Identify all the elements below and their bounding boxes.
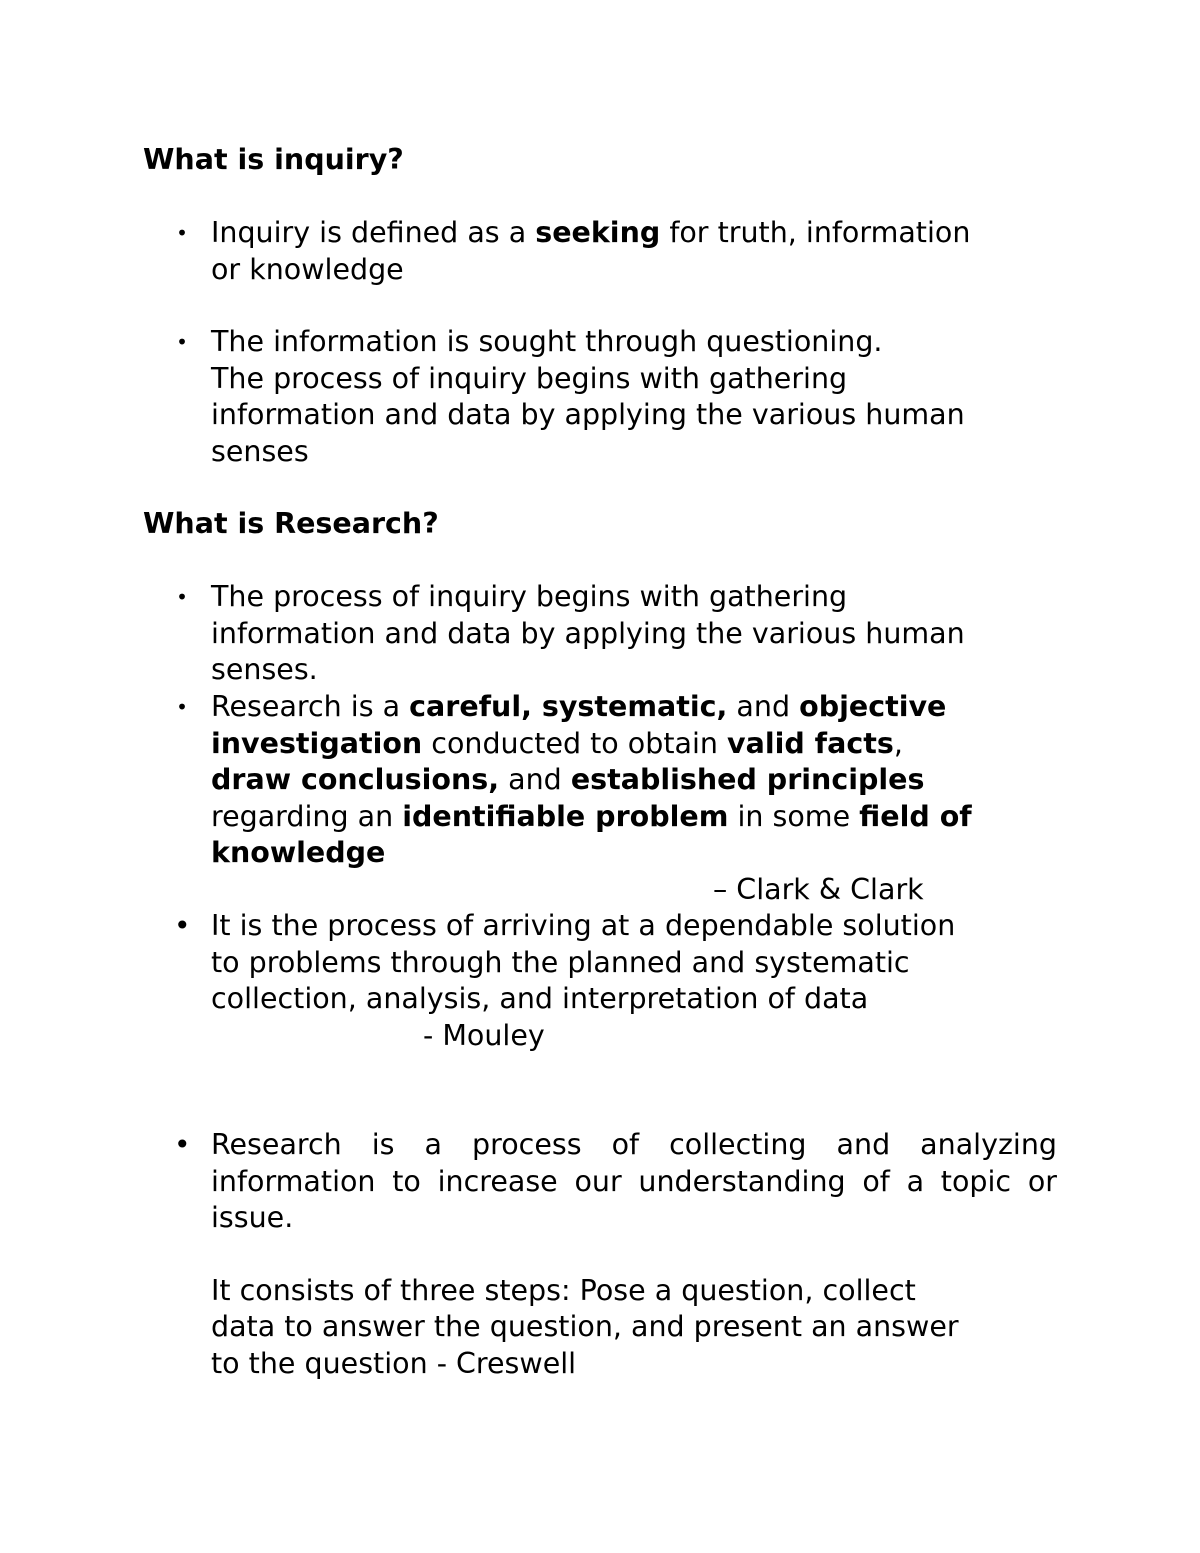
emphasis: field of [859, 799, 972, 833]
text-line: The information is sought through questioning. [211, 325, 883, 358]
text-line: investigation conducted to obtain valid facts, [211, 726, 903, 760]
justified-paragraph: Research is a process of collecting and analyzing information to increase our understanding of a topic or issue. [211, 1128, 1057, 1235]
text-line: The process of inquiry begins with gathering [211, 361, 848, 395]
research-bullet-2 [176, 689, 1061, 909]
text-line: information and data by applying the various human [211, 616, 965, 650]
emphasis: valid facts [727, 726, 894, 760]
text-line: to problems through the planned and systematic [211, 945, 910, 979]
bullet-icon: • [176, 221, 188, 245]
text-line: Inquiry is defined as a seeking for truth, information [211, 216, 971, 249]
inquiry-bullet-1 [176, 215, 1061, 288]
bullet-icon: • [174, 909, 191, 942]
research-bullet-3 [174, 908, 1061, 1054]
inquiry-bullet-2 [176, 324, 1061, 470]
emphasis: seeking [535, 216, 661, 249]
bullet-icon: • [176, 695, 188, 719]
research-bullet-1 [176, 579, 1061, 689]
emphasis: draw conclusions, [211, 763, 500, 797]
emphasis: identifiable problem [402, 799, 729, 833]
attribution-clark: – Clark & Clark [713, 872, 924, 906]
text-line: Research is a careful, systematic, and objective [211, 690, 947, 723]
bullet-icon: • [176, 330, 188, 354]
text-line: The process of inquiry begins with gathering [211, 580, 848, 613]
emphasis: knowledge [211, 836, 386, 870]
paragraph-gap [211, 1237, 1057, 1273]
text-line: regarding an identifiable problem in some field of [211, 799, 972, 833]
text-line: data to answer the question, and present an answer [211, 1310, 959, 1344]
research-bullet-4 [174, 1127, 1057, 1383]
attribution-mouley: - Mouley [423, 1018, 545, 1052]
emphasis: investigation [211, 726, 423, 760]
text-line: draw conclusions, and established principles [211, 763, 925, 797]
bullet-icon: • [176, 585, 188, 609]
text-line: It consists of three steps: Pose a question, collect [211, 1273, 916, 1307]
bullet-icon: • [174, 1128, 191, 1161]
text-line [211, 835, 1061, 872]
text-line: information and data by applying the various human [211, 398, 965, 432]
text-line: or knowledge [211, 252, 404, 286]
heading-what-is-inquiry: What is inquiry? [143, 143, 404, 176]
text-line: It is the process of arriving at a dependable solution [211, 909, 956, 942]
text-line: senses [211, 434, 309, 468]
heading-what-is-research: What is Research? [143, 507, 439, 540]
emphasis: established principles [570, 763, 925, 797]
text-line: collection, analysis, and interpretation of data [211, 982, 869, 1016]
emphasis: objective [799, 690, 947, 723]
text-line: to the question - Creswell [211, 1346, 577, 1380]
emphasis: careful, systematic, [409, 690, 728, 723]
text-line: senses. [211, 653, 318, 687]
